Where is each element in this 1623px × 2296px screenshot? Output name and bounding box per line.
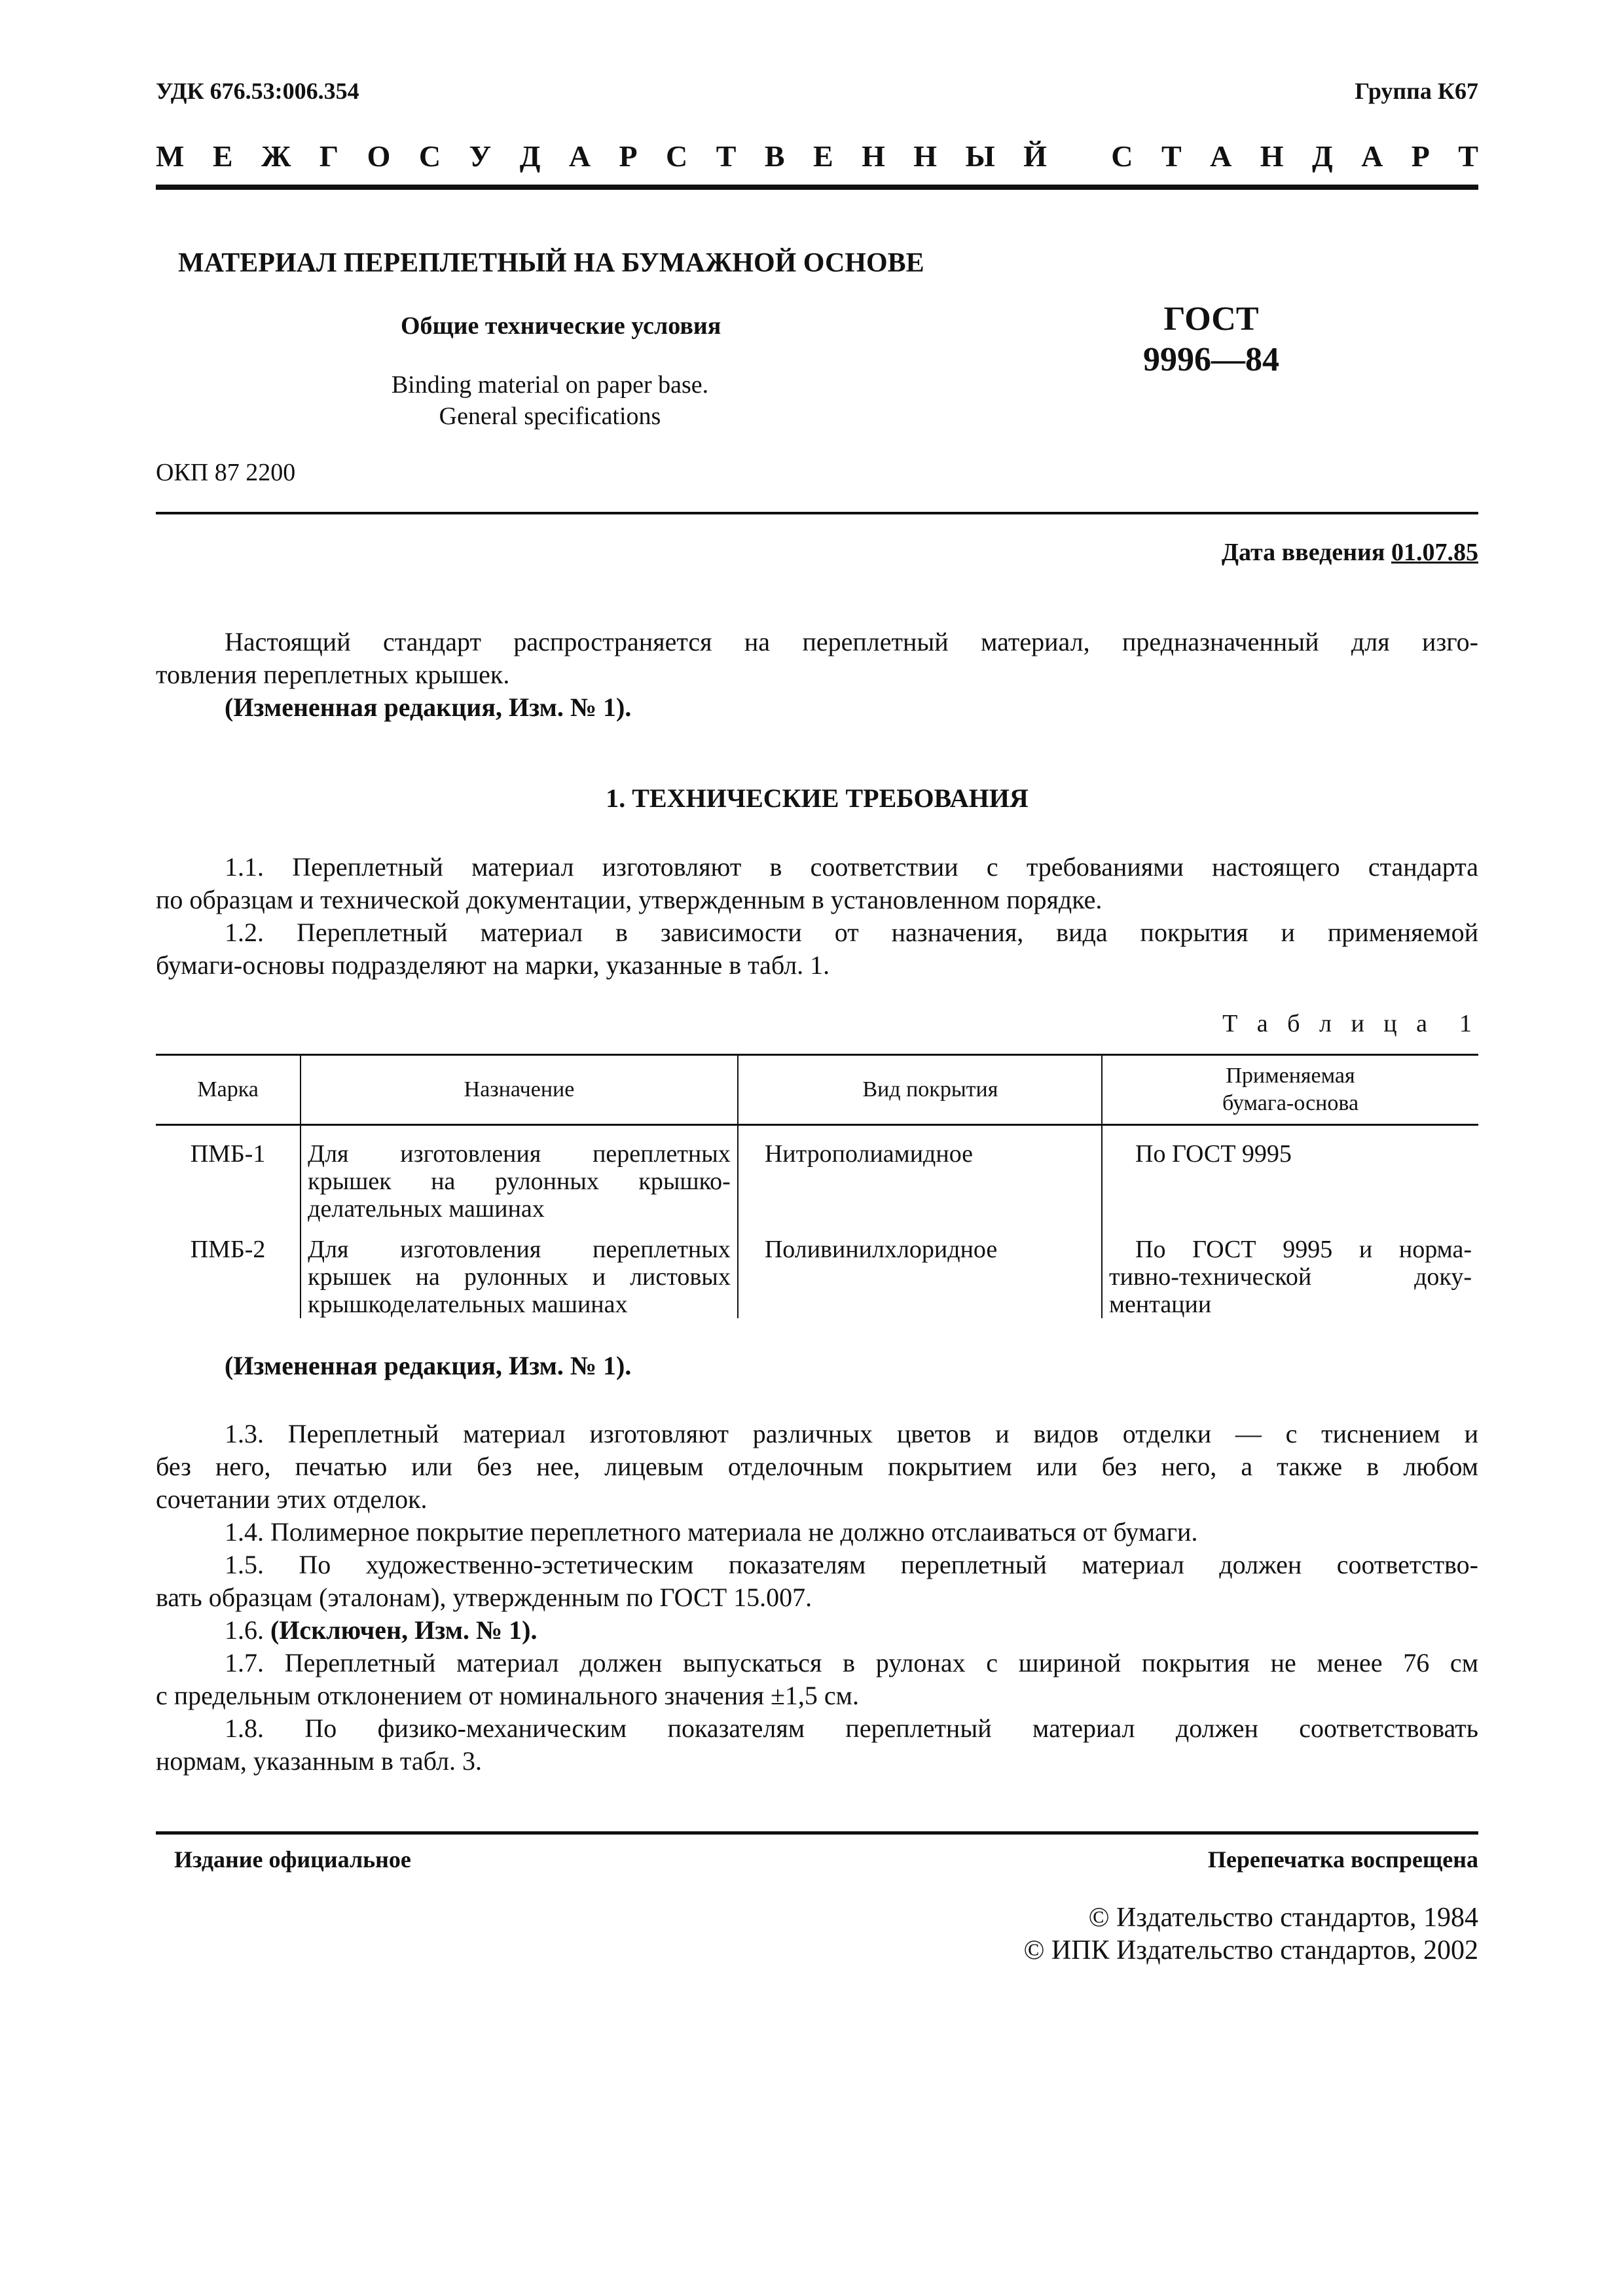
table-row bbox=[156, 1125, 1478, 1230]
standard-type-letter: Н bbox=[1260, 139, 1284, 173]
standard-type-letter: А bbox=[1210, 139, 1232, 173]
document-title: МАТЕРИАЛ ПЕРЕПЛЕТНЫЙ НА БУМАЖНОЙ ОСНОВЕ bbox=[178, 248, 924, 278]
row-purpose-line: крышек на рулонных крышко- bbox=[308, 1168, 731, 1195]
row-purpose-line: Для изготовления переплетных bbox=[308, 1140, 731, 1168]
row-purpose bbox=[301, 1125, 738, 1230]
header-mark: Марка bbox=[156, 1055, 301, 1125]
okp-code: ОКП 87 2200 bbox=[156, 459, 296, 486]
paragraph-1-6-number: 1.6. bbox=[225, 1615, 264, 1645]
standard-type-letter: С bbox=[418, 139, 441, 173]
standard-type-letter: М bbox=[156, 139, 185, 173]
row-base-paper-line: По ГОСТ 9995 bbox=[1135, 1140, 1292, 1168]
english-title-line-2: General specifications bbox=[439, 403, 661, 430]
paragraph-1-2-line-1: 1.2. Переплетный материал в зависимости от назначения, вида покрытия и применяемой bbox=[225, 918, 1478, 947]
standard-type-letter: О bbox=[367, 139, 391, 173]
standard-type-letter: Й bbox=[1023, 139, 1047, 173]
paragraph-1-1-line-2: по образцам и технической документации, утвержденным в установленном порядке. bbox=[156, 885, 1103, 914]
official-edition: Издание официальное bbox=[174, 1846, 411, 1873]
paragraph-1-5-line-1: 1.5. По художественно-эстетическим показателям переплетный материал должен соответство- bbox=[225, 1550, 1478, 1579]
intro-line-1: Настоящий стандарт распространяется на переплетный материал, предназначенный для изго- bbox=[225, 627, 1478, 656]
paragraph-1-6-text: (Исключен, Изм. № 1). bbox=[270, 1615, 538, 1645]
paragraph-1-1-line-1: 1.1. Переплетный материал изготовляют в соответствии с требованиями настоящего стандарта bbox=[225, 852, 1478, 882]
standard-type-letter: Т bbox=[1161, 139, 1182, 173]
paragraph-1-3-line-2: без него, печатью или без нее, лицевым отделочным покрытием или без него, а также в любом bbox=[156, 1452, 1478, 1481]
row-base-paper-line: ментации bbox=[1109, 1291, 1212, 1318]
standard-type-letter: Д bbox=[519, 139, 541, 173]
document-subtitle: Общие технические условия bbox=[401, 312, 721, 340]
paragraph-1-7-line-1: 1.7. Переплетный материал должен выпускаться в рулонах с шириной покрытия не менее 76 см bbox=[225, 1648, 1478, 1677]
copyright-line-1: © Издательство стандартов, 1984 bbox=[1088, 1903, 1478, 1933]
footer-rule bbox=[156, 1831, 1478, 1835]
standard-type-letter: Ж bbox=[261, 139, 291, 173]
row-mark: ПМБ-2 bbox=[190, 1236, 266, 1263]
section-1-heading: 1. ТЕХНИЧЕСКИЕ ТРЕБОВАНИЯ bbox=[606, 783, 1029, 813]
standard-type-letter: У bbox=[469, 139, 492, 173]
standard-type-letter: Г bbox=[319, 139, 339, 173]
header-base-paper-line-1: Применяемая bbox=[1226, 1064, 1355, 1088]
header-base-paper-line-2: бумага-основа bbox=[1222, 1091, 1359, 1115]
intro-line-2: товления переплетных крышек. bbox=[156, 660, 510, 689]
paragraph-1-8-line-1: 1.8. По физико-механическим показателям переплетный материал должен соответствовать bbox=[225, 1713, 1478, 1743]
table-header-row bbox=[156, 1055, 1478, 1125]
standard-type-letter: Т bbox=[1458, 139, 1478, 173]
table-1 bbox=[156, 1054, 1478, 1318]
row-purpose-line: крышкоделательных машинах bbox=[308, 1291, 628, 1318]
standard-type-letter: Н bbox=[862, 139, 885, 173]
header-base-paper bbox=[1102, 1055, 1478, 1125]
intro-date-label: Дата введения bbox=[1221, 539, 1385, 566]
table-1-caption: Т а б л и ц а 1 bbox=[1222, 1010, 1478, 1037]
copyright-line-2: © ИПК Издательство стандартов, 2002 bbox=[1023, 1935, 1478, 1965]
gost-label: ГОСТ bbox=[1163, 300, 1259, 338]
udc-code: УДК 676.53:006.354 bbox=[156, 78, 359, 104]
row-purpose-line: Для изготовления переплетных bbox=[308, 1236, 731, 1263]
row-mark: ПМБ-1 bbox=[190, 1140, 266, 1168]
header-rule bbox=[156, 185, 1478, 190]
standard-type-letter: Н bbox=[913, 139, 938, 173]
standard-type-heading bbox=[156, 139, 1478, 173]
standard-type-letter: Е bbox=[212, 139, 233, 173]
row-base-paper-line: тивно-технической доку- bbox=[1109, 1263, 1472, 1291]
standard-type-letter: Т bbox=[716, 139, 737, 173]
title-rule bbox=[156, 512, 1478, 514]
standard-type-letter: Ы bbox=[965, 139, 995, 173]
row-purpose bbox=[301, 1229, 738, 1318]
table-1-amendment: (Измененная редакция, Изм. № 1). bbox=[225, 1351, 632, 1380]
standard-type-letter: Д bbox=[1311, 139, 1333, 173]
paragraph-1-7-line-2: с предельным отклонением от номинального значения ±1,5 см. bbox=[156, 1681, 859, 1710]
paragraph-1-3-line-1: 1.3. Переплетный материал изготовляют различных цветов и видов отделки — с тиснением и bbox=[225, 1419, 1478, 1448]
paragraph-1-3-line-3: сочетании этих отделок. bbox=[156, 1484, 428, 1514]
standard-type-letter: Р bbox=[619, 139, 638, 173]
row-purpose-line: крышек на рулонных и листовых bbox=[308, 1263, 731, 1291]
table-row bbox=[156, 1229, 1478, 1318]
standard-type-letter: С bbox=[666, 139, 688, 173]
reprint-prohibited: Перепечатка воспрещена bbox=[1207, 1846, 1478, 1873]
row-base-paper bbox=[1102, 1125, 1478, 1230]
header-purpose: Назначение bbox=[301, 1055, 738, 1125]
intro-amendment: (Измененная редакция, Изм. № 1). bbox=[225, 692, 632, 722]
intro-date bbox=[1222, 538, 1478, 567]
paragraph-1-5-line-2: вать образцам (эталонам), утвержденным по ГОСТ 15.007. bbox=[156, 1583, 812, 1612]
standard-type-letter: А bbox=[568, 139, 591, 173]
standard-type-letter bbox=[1075, 139, 1083, 173]
english-title-line-1: Binding material on paper base. bbox=[391, 371, 709, 399]
standard-type-letter: Р bbox=[1411, 139, 1430, 173]
paragraph-1-8-line-2: нормам, указанным в табл. 3. bbox=[156, 1746, 482, 1776]
standard-type-letter: В bbox=[764, 139, 785, 173]
group-code: Группа К67 bbox=[1355, 78, 1478, 104]
row-base-paper bbox=[1102, 1229, 1478, 1318]
paragraph-1-2-line-2: бумаги-основы подразделяют на марки, указанные в табл. 1. bbox=[156, 950, 830, 980]
standard-type-letter: С bbox=[1111, 139, 1133, 173]
row-coating: Нитрополиамидное bbox=[738, 1125, 1102, 1230]
row-base-paper-line: По ГОСТ 9995 и норма- bbox=[1135, 1236, 1472, 1263]
paragraph-1-4: 1.4. Полимерное покрытие переплетного материала не должно отслаиваться от бумаги. bbox=[225, 1517, 1198, 1547]
gost-number: 9996—84 bbox=[1143, 341, 1279, 378]
standard-type-letter: А bbox=[1361, 139, 1383, 173]
row-purpose-line: делательных машинах bbox=[308, 1195, 545, 1223]
row-coating: Поливинилхлоридное bbox=[738, 1229, 1102, 1318]
standard-type-letter: Е bbox=[812, 139, 833, 173]
intro-date-value: 01.07.85 bbox=[1391, 539, 1478, 566]
header-coating: Вид покрытия bbox=[738, 1055, 1102, 1125]
paragraph-1-6 bbox=[156, 1614, 1478, 1647]
